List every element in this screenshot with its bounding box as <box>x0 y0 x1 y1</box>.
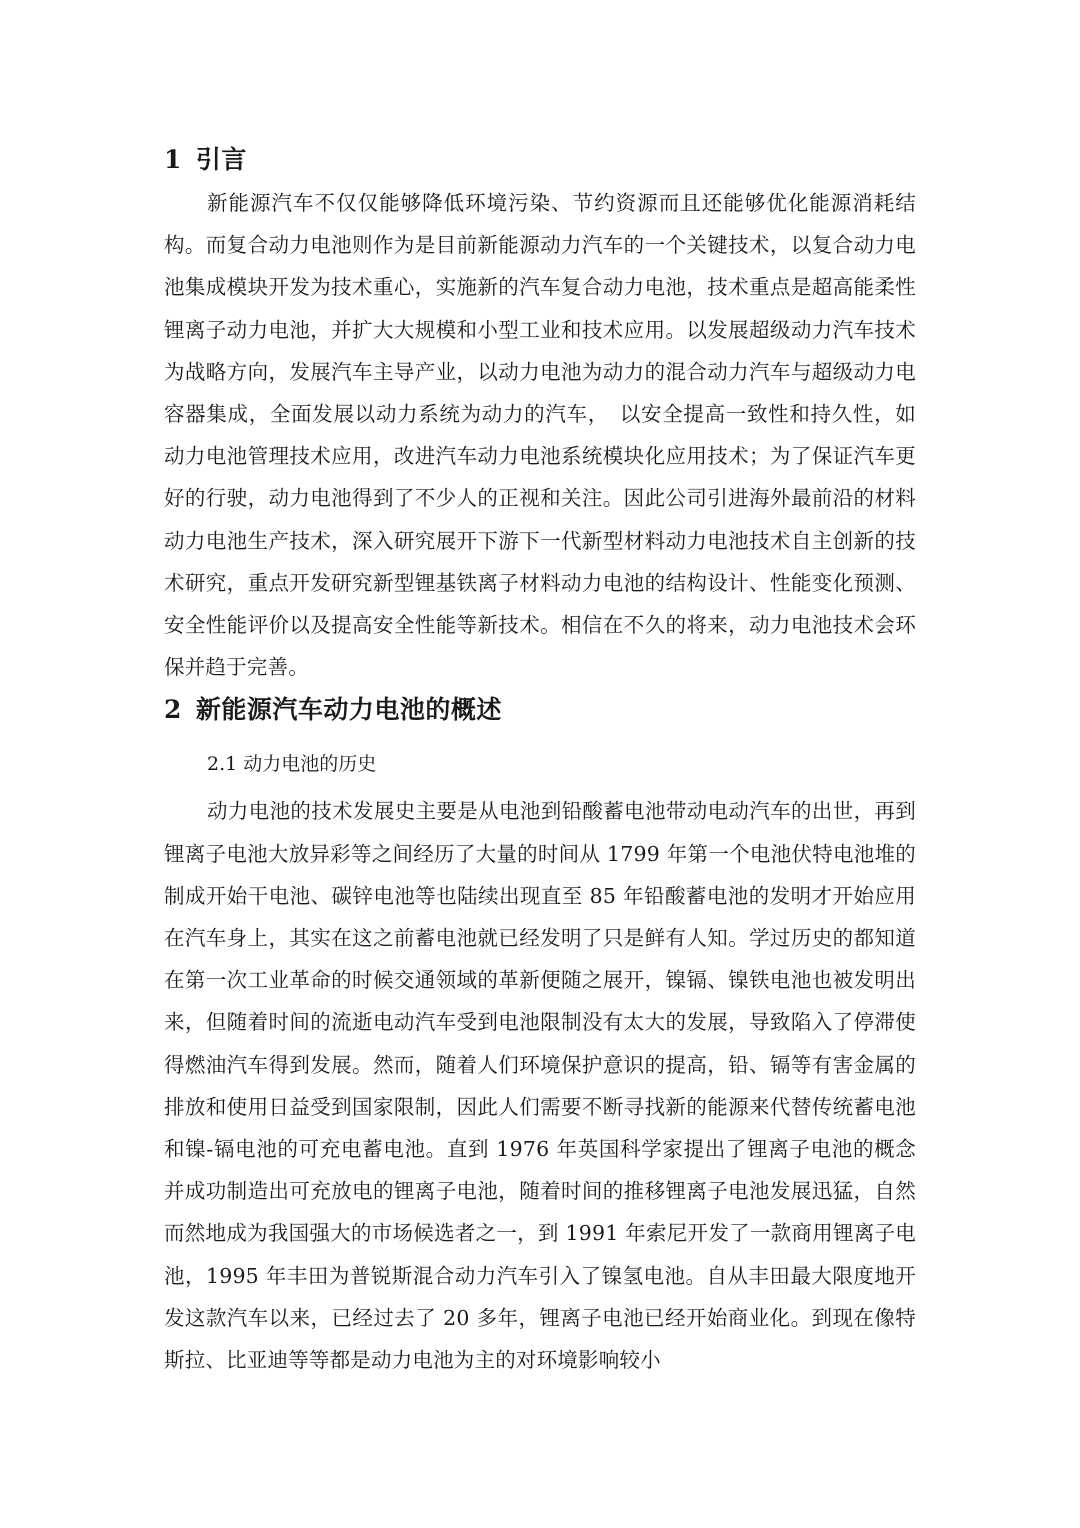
section-heading-1 <box>164 138 916 182</box>
section-number: 2 <box>164 695 182 725</box>
subsection-title: 动力电池的历史 <box>243 753 377 776</box>
subsection-heading-2-1 <box>164 742 916 786</box>
paragraph-introduction: 新能源汽车不仅仅能够降低环境污染、节约资源而且还能够优化能源消耗结构。而复合动力电池则作为是目前新能源动力汽车的一个关键技术，以复合动力电池集成模块开发为技术重心，实施新的汽车复合动力电池，技术重点是超高能柔性锂离子动力电池，并扩大大规模和小型工业和技术应用。以发展超级动力汽车技术为战略方向，发展汽车主导产业，以动力电池为动力的混合动力汽车与超级动力电容器集成，全面发展以动力系统为动力的汽车， 以安全提高一致性和持久性，如动力电池管理技术应用，改进汽车动力电池系统模块化应用技术；为了保证汽车更好的行驶，动力电池得到了不少人的正视和关注。因此公司引进海外最前沿的材料动力电池生产技术，深入研究展开下游下一代新型材料动力电池技术自主创新的技术研究，重点开发研究新型锂基铁离子材料动力电池的结构设计、性能变化预测、安全性能评价以及提高安全性能等新技术。相信在不久的将来，动力电池技术会环保并趋于完善。 <box>164 191 916 680</box>
subsection-number: 2.1 <box>207 753 238 776</box>
paragraph-battery-history: 动力电池的技术发展史主要是从电池到铅酸蓄电池带动电动汽车的出世，再到锂离子电池大放异彩等之间经历了大量的时间从 1799 年第一个电池伏特电池堆的制成开始干电池、碳锌电池等也陆续出现直至 85 年铅酸蓄电池的发明才开始应用在汽车身上，其实在这之前蓄电池就已经发明了只是鲜有人知。学过历史的都知道在第一次工业革命的时候交通领域的革新便随之展开，镍镉、镍铁电池也被发明出来，但随着时间的流逝电动汽车受到电池限制没有太大的发展，导致陷入了停滞使得燃油汽车得到发展。然而，随着人们环境保护意识的提高，铅、镉等有害金属的排放和使用日益受到国家限制，因此人们需要不断寻找新的能源来代替传统蓄电池和镍-镉电池的可充电蓄电池。直到 1976 年英国科学家提出了锂离子电池的概念并成功制造出可充放电的锂离子电池，随着时间的推移锂离子电池发展迅猛，自然而然地成为我国强大的市场候选者之一，到 1991 年索尼开发了一款商用锂离子电池，1995 年丰田为普锐斯混合动力汽车引入了镍氢电池。自从丰田最大限度地开发这款汽车以来，已经过去了 20 多年，锂离子电池已经开始商业化。到现在像特斯拉、比亚迪等等都是动力电池为主的对环境影响较小 <box>164 799 916 1373</box>
section-heading-2 <box>164 688 916 732</box>
section-title: 引言 <box>195 145 247 174</box>
section-title: 新能源汽车动力电池的概述 <box>195 695 502 725</box>
section-number: 1 <box>164 145 182 174</box>
page-content <box>164 138 916 1381</box>
